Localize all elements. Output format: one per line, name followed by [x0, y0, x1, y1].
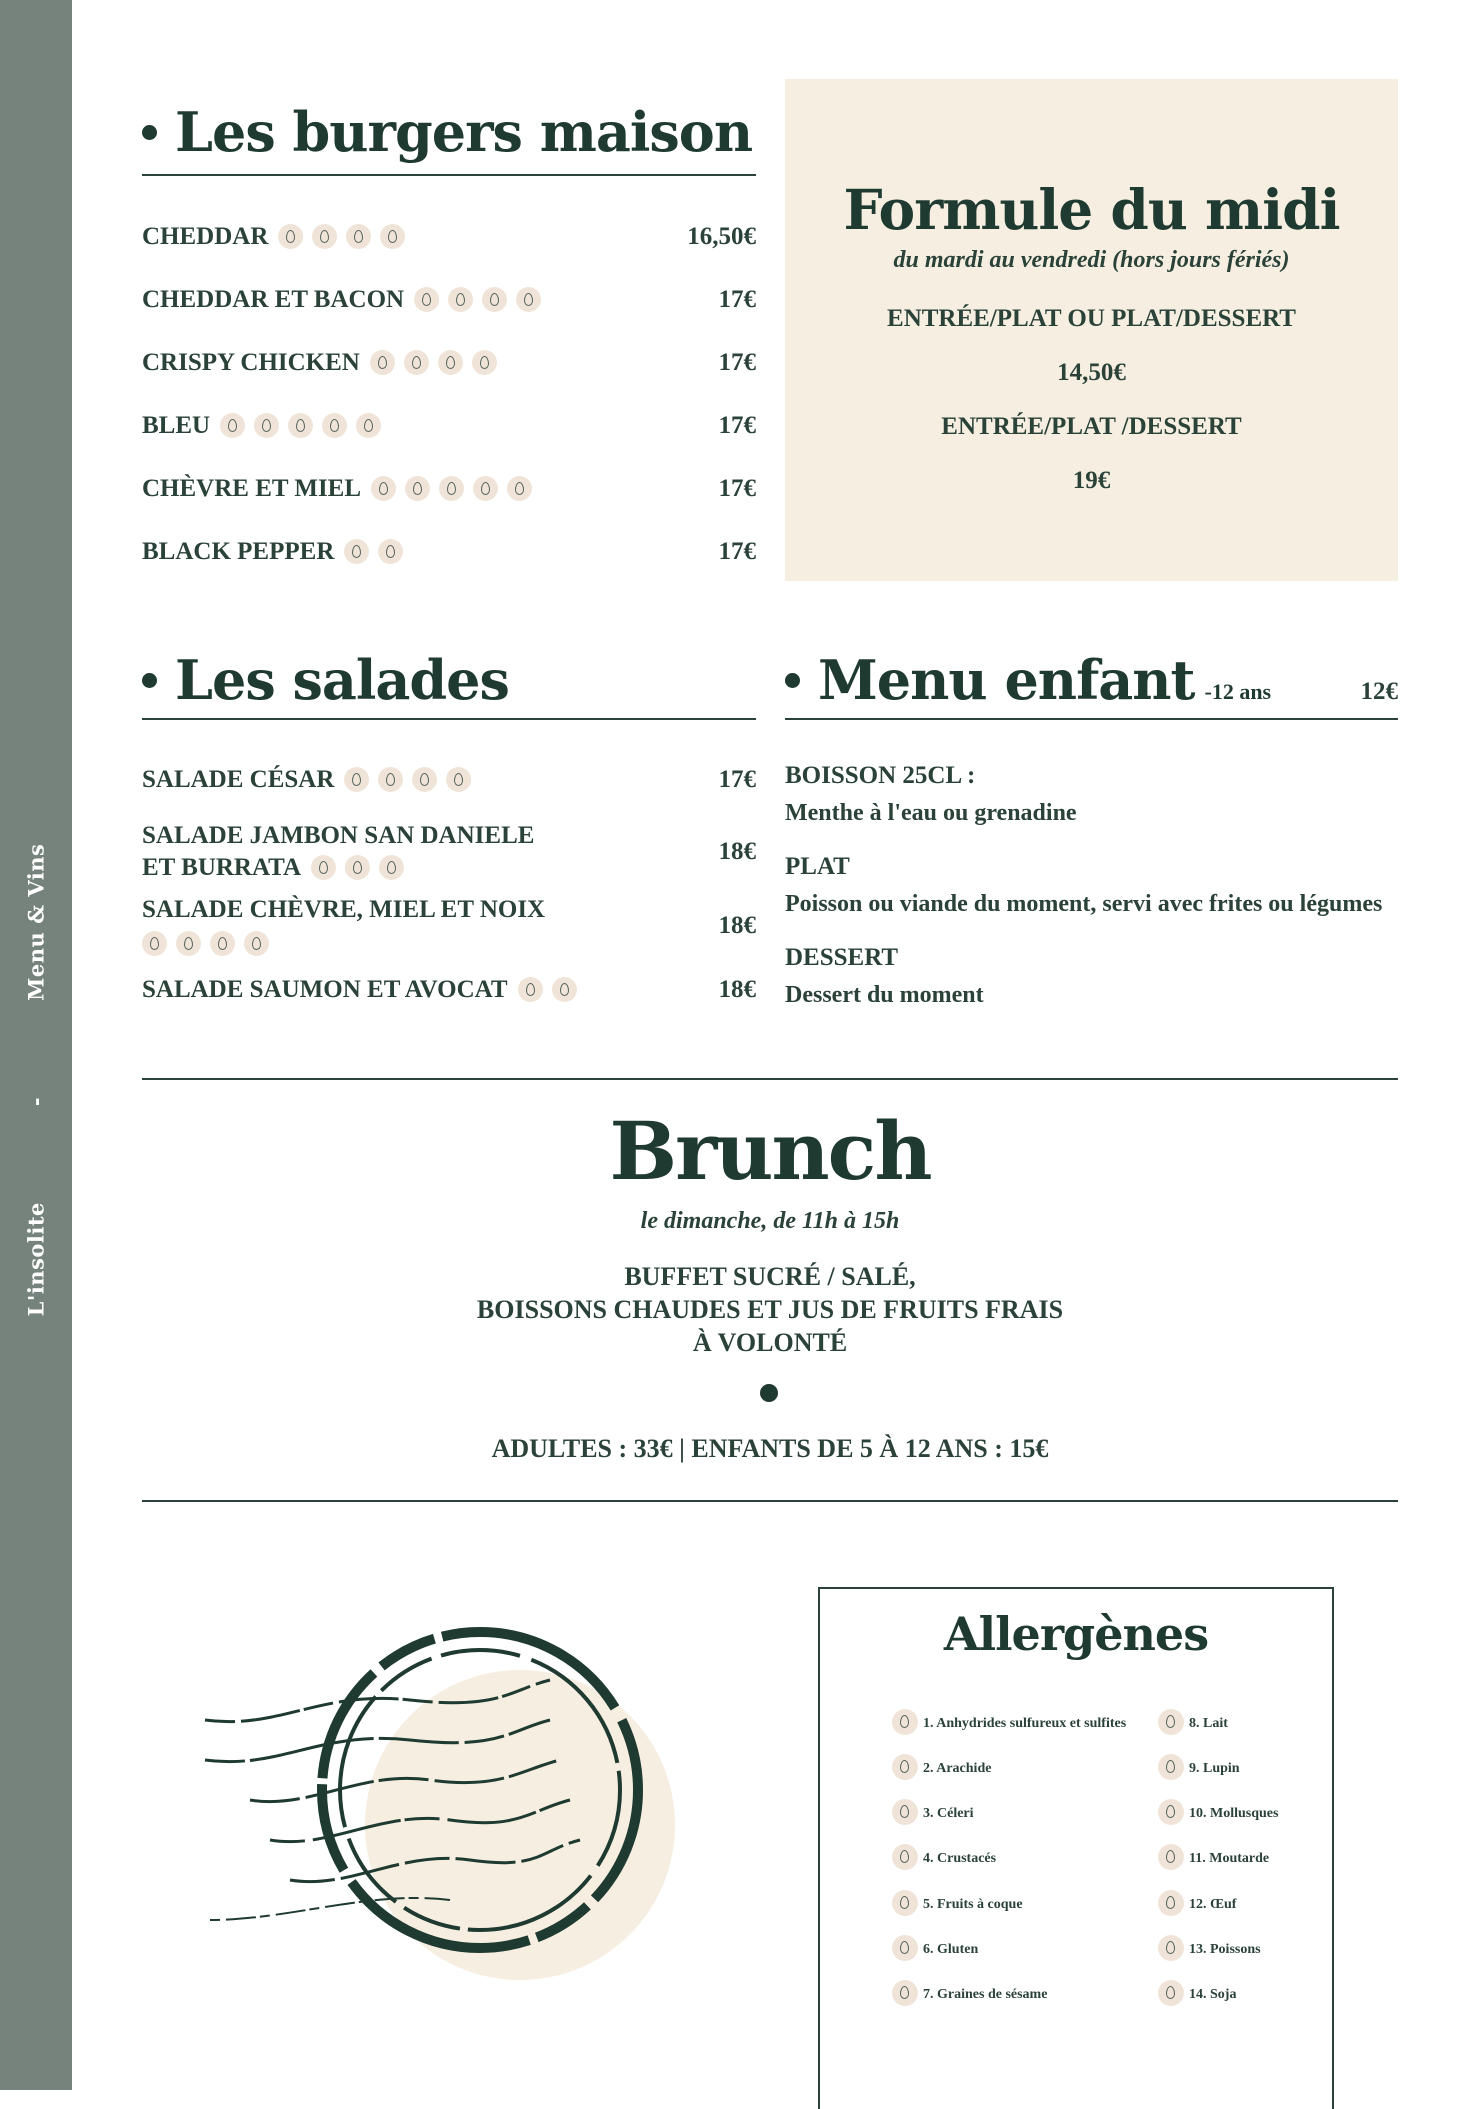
gluten-icon [176, 931, 201, 956]
milk-icon [345, 855, 370, 880]
drink-label: BOISSON 25CL : [785, 762, 976, 789]
menu-item: SALADE SAUMON ET AVOCAT [142, 976, 577, 1004]
sesame-icon [288, 413, 313, 438]
item-price: 17€ [718, 475, 756, 502]
allergens-box [818, 1587, 1334, 2109]
menu-item: SALADE JAMBON SAN DANIELE [142, 822, 535, 849]
milk-icon [210, 931, 235, 956]
egg-icon [380, 224, 405, 249]
dessert-text: Dessert du moment [785, 982, 984, 1008]
allergen-item: 10. Mollusques [1158, 1801, 1278, 1827]
sesame-icon [448, 287, 473, 312]
milk-icon [346, 224, 371, 249]
egg-icon [507, 476, 532, 501]
egg-icon [472, 350, 497, 375]
mustard-icon [1158, 1844, 1184, 1870]
sulphites-icon [142, 931, 167, 956]
sesame-icon [439, 476, 464, 501]
sidebar [0, 0, 72, 2090]
formule-title: Formule du midi [843, 177, 1340, 242]
sesame-icon [892, 1980, 918, 2006]
menu-item: SALADE CHÈVRE, MIEL ET NOIX [142, 896, 546, 923]
brand-name: L'insolite [23, 1202, 49, 1317]
brunch-bottom-rule [142, 1500, 1398, 1502]
menu-item: CRISPY CHICKEN [142, 349, 497, 377]
sidebar-section: Menu & Vins [23, 843, 49, 1001]
sulphites-icon [311, 855, 336, 880]
item-price: 18€ [718, 838, 756, 865]
gluten-icon [278, 224, 303, 249]
egg-icon [516, 287, 541, 312]
fish-icon [446, 767, 471, 792]
bullet-dot [785, 673, 800, 688]
allergen-item: 1. Anhydrides sulfureux et sulfites [892, 1711, 1126, 1737]
mustard-icon [518, 977, 543, 1002]
gluten-icon [254, 413, 279, 438]
brunch-prices: ADULTES : 33€ | ENFANTS DE 5 À 12 ANS : 15€ [491, 1434, 1049, 1463]
item-price: 18€ [718, 912, 756, 939]
milk-icon [438, 350, 463, 375]
formule-subtitle: du mardi au vendredi (hors jours fériés) [893, 247, 1290, 273]
allergen-item: 14. Soja [1158, 1982, 1236, 2008]
brunch-top-rule [142, 1078, 1398, 1080]
enfant-price: 12€ [1360, 678, 1398, 705]
sesame-icon [404, 350, 429, 375]
fish-icon [552, 977, 577, 1002]
menu-item: CHEDDAR [142, 223, 405, 251]
brunch-title: Brunch [609, 1104, 931, 1198]
enfant-age: -12 ans [1204, 679, 1272, 704]
gluten-icon [405, 476, 430, 501]
allergen-item: 13. Poissons [1158, 1937, 1261, 1963]
allergen-item: 11. Moutarde [1158, 1846, 1269, 1872]
sidebar-label [24, 796, 49, 1365]
item-price: 16,50€ [687, 223, 756, 250]
egg-icon [356, 413, 381, 438]
mustard-icon [379, 855, 404, 880]
item-price: 17€ [718, 349, 756, 376]
main-text: Poisson ou viande du moment, servi avec frites ou légumes [785, 891, 1383, 917]
enfant-title: Menu enfant -12 ans [785, 648, 1271, 712]
menu-item: BLEU [142, 412, 381, 440]
gluten-icon [370, 350, 395, 375]
salades-title: Les salades [142, 648, 509, 712]
egg-icon [1158, 1890, 1184, 1916]
gluten-icon [414, 287, 439, 312]
formule-price: 14,50€ [1057, 359, 1126, 386]
brunch-dot [760, 1384, 778, 1402]
formule-option: ENTRÉE/PLAT OU PLAT/DESSERT [887, 305, 1296, 332]
brunch-line: BOISSONS CHAUDES ET JUS DE FRUITS FRAIS [476, 1295, 1064, 1324]
fish-icon [378, 539, 403, 564]
formule-box [785, 79, 1398, 581]
allergen-item: 6. Gluten [892, 1937, 978, 1963]
menu-item-line2: ET BURRATA [142, 854, 404, 882]
item-price: 17€ [718, 412, 756, 439]
gluten-icon [892, 1935, 918, 1961]
allergen-item: 2. Arachide [892, 1756, 991, 1782]
nut-icon [892, 1890, 918, 1916]
brunch-line: BUFFET SUCRÉ / SALÉ, [624, 1262, 916, 1291]
allergens-title: Allergènes [943, 1607, 1209, 1661]
menu-item: CHEDDAR ET BACON [142, 286, 541, 314]
sulphites-icon [220, 413, 245, 438]
milk-icon [378, 767, 403, 792]
milk-icon [322, 413, 347, 438]
allergen-item: 8. Lait [1158, 1711, 1228, 1737]
postmark-stamp-icon [190, 1620, 750, 1980]
milk-icon [473, 476, 498, 501]
lupin-icon [1158, 1754, 1184, 1780]
item-price: 17€ [718, 538, 756, 565]
allergen-item: 3. Céleri [892, 1801, 974, 1827]
allergen-item: 12. Œuf [1158, 1892, 1236, 1918]
item-price: 18€ [718, 976, 756, 1003]
main-label: PLAT [785, 853, 850, 880]
salades-rule [142, 718, 756, 720]
brunch-subtitle: le dimanche, de 11h à 15h [640, 1208, 900, 1234]
mustard-icon [344, 539, 369, 564]
menu-item: CHÈVRE ET MIEL [142, 475, 532, 503]
fish-icon [1158, 1935, 1184, 1961]
celery-icon [892, 1799, 918, 1825]
menu-item: SALADE CÉSAR [142, 766, 471, 794]
drink-text: Menthe à l'eau ou grenadine [785, 800, 1077, 826]
sulphites-icon [892, 1709, 918, 1735]
allergen-item: 9. Lupin [1158, 1756, 1240, 1782]
item-price: 17€ [718, 766, 756, 793]
formule-price: 19€ [1072, 467, 1111, 494]
sulphites-icon [371, 476, 396, 501]
enfant-rule [785, 718, 1398, 720]
mustard-icon [244, 931, 269, 956]
soy-icon [1158, 1980, 1184, 2006]
crustacean-icon [892, 1844, 918, 1870]
milk-icon [1158, 1709, 1184, 1735]
menu-item-icons [132, 930, 269, 958]
formule-option: ENTRÉE/PLAT /DESSERT [941, 413, 1242, 440]
sidebar-separator: - [23, 1096, 49, 1107]
sesame-icon [312, 224, 337, 249]
allergen-item: 4. Crustacés [892, 1846, 996, 1872]
brunch-line: À VOLONTÉ [692, 1328, 848, 1357]
item-price: 17€ [718, 286, 756, 313]
allergen-item: 5. Fruits à coque [892, 1892, 1023, 1918]
milk-icon [482, 287, 507, 312]
peanut-icon [892, 1754, 918, 1780]
gluten-icon [344, 767, 369, 792]
menu-item: BLACK PEPPER [142, 538, 403, 566]
burgers-title: Les burgers maison [142, 100, 752, 164]
egg-icon [412, 767, 437, 792]
mollusc-icon [1158, 1799, 1184, 1825]
bullet-dot [142, 673, 157, 688]
allergen-item: 7. Graines de sésame [892, 1982, 1047, 2008]
bullet-dot [142, 125, 157, 140]
burgers-rule [142, 174, 756, 176]
dessert-label: DESSERT [785, 944, 899, 971]
